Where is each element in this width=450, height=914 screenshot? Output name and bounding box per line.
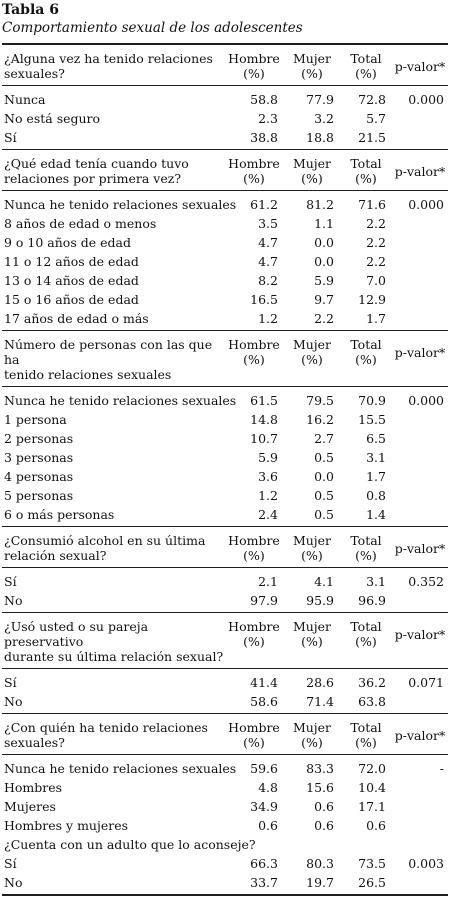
value-total: 1.7 bbox=[366, 469, 386, 484]
col-header-pvalor: p-valor* bbox=[394, 164, 446, 179]
row-label: Nunca he tenido relaciones sexuales bbox=[4, 761, 237, 776]
col-header-unit: (%) bbox=[301, 735, 323, 750]
row-label: 9 o 10 años de edad bbox=[4, 235, 131, 250]
question-line: sexuales? bbox=[4, 735, 65, 750]
table-row bbox=[2, 128, 448, 147]
value-total: 2.2 bbox=[366, 254, 386, 269]
col-header-hombre bbox=[224, 533, 284, 563]
col-header-unit: (%) bbox=[243, 352, 265, 367]
value-hombre: 33.7 bbox=[250, 875, 278, 890]
value-hombre: 66.3 bbox=[250, 856, 278, 871]
value-mujer: 5.9 bbox=[314, 273, 334, 288]
question-text bbox=[2, 51, 224, 81]
row-label: 6 o más personas bbox=[4, 507, 115, 522]
col-header-name: Mujer bbox=[292, 156, 332, 171]
value-mujer: 18.8 bbox=[306, 130, 334, 145]
value-pvalor: 0.000 bbox=[408, 92, 444, 107]
col-header-pvalor: p-valor* bbox=[394, 541, 446, 556]
col-header-hombre bbox=[224, 619, 284, 649]
value-total: 26.5 bbox=[358, 875, 386, 890]
table-row bbox=[2, 410, 448, 429]
value-mujer: 81.2 bbox=[306, 197, 334, 212]
section-rows bbox=[2, 568, 448, 612]
value-pvalor bbox=[392, 214, 448, 233]
value-total: 1.7 bbox=[366, 311, 386, 326]
value-total: 2.2 bbox=[366, 216, 386, 231]
col-header-mujer bbox=[284, 51, 340, 81]
question-line: ¿Qué edad tenía cuando tuvo bbox=[4, 156, 189, 171]
row-label: 13 o 14 años de edad bbox=[4, 273, 139, 288]
value-mujer: 4.1 bbox=[314, 574, 334, 589]
col-header-name: Mujer bbox=[292, 619, 332, 634]
row-label: No bbox=[4, 593, 23, 608]
value-total: 15.5 bbox=[358, 412, 386, 427]
col-header-total bbox=[340, 720, 392, 750]
value-total: 0.8 bbox=[366, 488, 386, 503]
value-mujer: 9.7 bbox=[314, 292, 334, 307]
value-mujer: 0.0 bbox=[314, 469, 334, 484]
value-pvalor bbox=[392, 591, 448, 610]
value-pvalor: 0.003 bbox=[408, 856, 444, 871]
col-header-pvalor: p-valor* bbox=[394, 627, 446, 642]
section-header bbox=[2, 150, 448, 191]
value-hombre: 3.6 bbox=[258, 469, 278, 484]
row-label: 4 personas bbox=[4, 469, 74, 484]
table-row bbox=[2, 233, 448, 252]
row-label: 2 personas bbox=[4, 431, 74, 446]
col-header-name: Mujer bbox=[292, 51, 332, 66]
value-total: 72.8 bbox=[358, 92, 386, 107]
value-hombre: 0.6 bbox=[258, 818, 278, 833]
row-label: No bbox=[4, 694, 23, 709]
col-header-unit: (%) bbox=[355, 352, 377, 367]
col-header-unit: (%) bbox=[243, 66, 265, 81]
section-header bbox=[2, 331, 448, 387]
col-header-unit: (%) bbox=[355, 548, 377, 563]
value-mujer: 1.1 bbox=[314, 216, 334, 231]
value-hombre: 2.4 bbox=[258, 507, 278, 522]
row-label: 11 o 12 años de edad bbox=[4, 254, 139, 269]
col-header-name: Hombre bbox=[228, 619, 280, 634]
question-text bbox=[2, 619, 224, 664]
table-row bbox=[2, 692, 448, 711]
value-mujer: 71.4 bbox=[306, 694, 334, 709]
value-hombre: 4.8 bbox=[258, 780, 278, 795]
value-total: 10.4 bbox=[358, 780, 386, 795]
value-total: 71.6 bbox=[358, 197, 386, 212]
col-header-total bbox=[340, 619, 392, 649]
col-header-total bbox=[340, 533, 392, 563]
table-row bbox=[2, 448, 448, 467]
value-mujer: 2.7 bbox=[314, 431, 334, 446]
table-row bbox=[2, 195, 448, 214]
value-mujer: 80.3 bbox=[306, 856, 334, 871]
value-hombre: 4.7 bbox=[258, 254, 278, 269]
row-label: Sí bbox=[4, 675, 17, 690]
value-total: 96.9 bbox=[358, 593, 386, 608]
table-row bbox=[2, 673, 448, 692]
row-label: 17 años de edad o más bbox=[4, 311, 149, 326]
value-hombre: 14.8 bbox=[250, 412, 278, 427]
question-line: ¿Alguna vez ha tenido relaciones bbox=[4, 51, 213, 66]
table-row bbox=[2, 778, 448, 797]
question-line: relación sexual? bbox=[4, 548, 107, 563]
row-label: Hombres y mujeres bbox=[4, 818, 129, 833]
col-header-mujer bbox=[284, 337, 340, 367]
value-hombre: 2.1 bbox=[258, 574, 278, 589]
table-subtitle: Comportamiento sexual de los adolescentes bbox=[2, 20, 303, 36]
row-label: 1 persona bbox=[4, 412, 67, 427]
value-hombre: 16.5 bbox=[250, 292, 278, 307]
col-header-name: Total bbox=[350, 51, 382, 66]
title-block bbox=[2, 0, 448, 37]
table-row bbox=[2, 505, 448, 524]
section-rows bbox=[2, 191, 448, 330]
row-label: Sí bbox=[4, 856, 17, 871]
value-pvalor bbox=[392, 692, 448, 711]
value-hombre: 8.2 bbox=[258, 273, 278, 288]
value-mujer: 3.2 bbox=[314, 111, 334, 126]
value-pvalor bbox=[392, 778, 448, 797]
col-header-total bbox=[340, 337, 392, 367]
table-row bbox=[2, 591, 448, 610]
question-line: relaciones por primera vez? bbox=[4, 171, 182, 186]
value-pvalor bbox=[392, 505, 448, 524]
value-pvalor: 0.000 bbox=[408, 393, 444, 408]
value-pvalor bbox=[392, 448, 448, 467]
table-sections bbox=[2, 45, 448, 894]
row-label: No está seguro bbox=[4, 111, 101, 126]
table-row bbox=[2, 429, 448, 448]
row-label: Sí bbox=[4, 130, 17, 145]
value-pvalor bbox=[392, 109, 448, 128]
table-section bbox=[2, 612, 448, 713]
question-text bbox=[2, 337, 224, 382]
table-row bbox=[2, 214, 448, 233]
table-row bbox=[2, 854, 448, 873]
value-pvalor bbox=[392, 467, 448, 486]
value-pvalor bbox=[392, 797, 448, 816]
col-header-unit: (%) bbox=[243, 735, 265, 750]
value-pvalor bbox=[392, 290, 448, 309]
row-label: 8 años de edad o menos bbox=[4, 216, 157, 231]
value-mujer: 28.6 bbox=[306, 675, 334, 690]
section-rows bbox=[2, 387, 448, 526]
value-total: 3.1 bbox=[366, 450, 386, 465]
row-label: Nunca he tenido relaciones sexuales bbox=[4, 393, 237, 408]
row-label: Nunca he tenido relaciones sexuales bbox=[4, 197, 237, 212]
table-section bbox=[2, 713, 448, 894]
col-header-unit: (%) bbox=[301, 548, 323, 563]
question-line: tenido relaciones sexuales bbox=[4, 367, 172, 382]
value-hombre: 10.7 bbox=[250, 431, 278, 446]
col-header-unit: (%) bbox=[301, 634, 323, 649]
question-text bbox=[2, 156, 224, 186]
section-rows bbox=[2, 86, 448, 149]
col-header-name: Total bbox=[350, 533, 382, 548]
value-hombre: 5.9 bbox=[258, 450, 278, 465]
col-header-total bbox=[340, 156, 392, 186]
value-hombre: 58.6 bbox=[250, 694, 278, 709]
question-line: Número de personas con las que ha bbox=[4, 337, 213, 367]
col-header-unit: (%) bbox=[355, 66, 377, 81]
value-mujer: 16.2 bbox=[306, 412, 334, 427]
value-total: 5.7 bbox=[366, 111, 386, 126]
value-pvalor bbox=[392, 252, 448, 271]
col-header-name: Hombre bbox=[228, 156, 280, 171]
col-header-name: Mujer bbox=[292, 337, 332, 352]
value-mujer: 19.7 bbox=[306, 875, 334, 890]
value-hombre: 34.9 bbox=[250, 799, 278, 814]
question-line: durante su última relación sexual? bbox=[4, 649, 224, 664]
table-row bbox=[2, 816, 448, 835]
value-hombre: 97.9 bbox=[250, 593, 278, 608]
value-total: 73.5 bbox=[358, 856, 386, 871]
col-header-unit: (%) bbox=[301, 352, 323, 367]
col-header-mujer bbox=[284, 720, 340, 750]
col-header-unit: (%) bbox=[243, 634, 265, 649]
col-header-mujer bbox=[284, 533, 340, 563]
value-mujer: 0.5 bbox=[314, 507, 334, 522]
table-row bbox=[2, 290, 448, 309]
value-mujer: 79.5 bbox=[306, 393, 334, 408]
value-pvalor bbox=[392, 128, 448, 147]
value-total: 1.4 bbox=[366, 507, 386, 522]
value-total: 3.1 bbox=[366, 574, 386, 589]
section-header bbox=[2, 45, 448, 86]
value-hombre: 58.8 bbox=[250, 92, 278, 107]
value-total: 70.9 bbox=[358, 393, 386, 408]
value-hombre: 41.4 bbox=[250, 675, 278, 690]
question-line: sexuales? bbox=[4, 66, 65, 81]
table-section bbox=[2, 45, 448, 149]
value-total: 21.5 bbox=[358, 130, 386, 145]
col-header-name: Mujer bbox=[292, 533, 332, 548]
col-header-name: Hombre bbox=[228, 51, 280, 66]
value-hombre: 4.7 bbox=[258, 235, 278, 250]
value-mujer: 0.0 bbox=[314, 235, 334, 250]
value-mujer: 77.9 bbox=[306, 92, 334, 107]
question-line: ¿Usó usted o su pareja preservativo bbox=[4, 619, 149, 649]
section-header bbox=[2, 527, 448, 568]
value-hombre: 1.2 bbox=[258, 311, 278, 326]
value-mujer: 2.2 bbox=[314, 311, 334, 326]
value-hombre: 59.6 bbox=[250, 761, 278, 776]
value-hombre: 61.2 bbox=[250, 197, 278, 212]
table-row bbox=[2, 486, 448, 505]
section-rows bbox=[2, 669, 448, 713]
col-header-unit: (%) bbox=[243, 548, 265, 563]
row-label: 15 o 16 años de edad bbox=[4, 292, 139, 307]
value-hombre: 38.8 bbox=[250, 130, 278, 145]
col-header-hombre bbox=[224, 51, 284, 81]
col-header-name: Total bbox=[350, 156, 382, 171]
value-total: 63.8 bbox=[358, 694, 386, 709]
row-label: Hombres bbox=[4, 780, 63, 795]
table-row bbox=[2, 391, 448, 410]
value-pvalor: 0.352 bbox=[408, 574, 444, 589]
col-header-unit: (%) bbox=[301, 66, 323, 81]
value-pvalor bbox=[392, 816, 448, 835]
value-total: 0.6 bbox=[366, 818, 386, 833]
row-label: No bbox=[4, 875, 23, 890]
table-title: Tabla 6 bbox=[2, 2, 59, 18]
table-section bbox=[2, 330, 448, 526]
table-row bbox=[2, 759, 448, 778]
question-text bbox=[2, 533, 224, 563]
col-header-name: Hombre bbox=[228, 533, 280, 548]
col-header-mujer bbox=[284, 156, 340, 186]
table-section bbox=[2, 526, 448, 612]
table-row bbox=[2, 873, 448, 892]
value-pvalor: 0.071 bbox=[408, 675, 444, 690]
row-label: 5 personas bbox=[4, 488, 74, 503]
value-pvalor bbox=[392, 429, 448, 448]
col-header-name: Total bbox=[350, 720, 382, 735]
table-row bbox=[2, 572, 448, 591]
bottom-rule bbox=[2, 894, 448, 896]
value-total: 2.2 bbox=[366, 235, 386, 250]
question-line: ¿Con quién ha tenido relaciones bbox=[4, 720, 208, 735]
col-header-name: Mujer bbox=[292, 720, 332, 735]
section-header bbox=[2, 714, 448, 755]
col-header-pvalor: p-valor* bbox=[394, 345, 446, 360]
question-line: ¿Consumió alcohol en su última bbox=[4, 533, 206, 548]
value-pvalor bbox=[392, 309, 448, 328]
value-pvalor: 0.000 bbox=[408, 197, 444, 212]
value-mujer: 15.6 bbox=[306, 780, 334, 795]
col-header-name: Total bbox=[350, 619, 382, 634]
value-mujer: 83.3 bbox=[306, 761, 334, 776]
value-hombre: 3.5 bbox=[258, 216, 278, 231]
col-header-name: Hombre bbox=[228, 720, 280, 735]
table-section bbox=[2, 149, 448, 330]
value-mujer: 0.5 bbox=[314, 488, 334, 503]
value-pvalor bbox=[392, 410, 448, 429]
col-header-name: Hombre bbox=[228, 337, 280, 352]
value-total: 12.9 bbox=[358, 292, 386, 307]
value-total: 36.2 bbox=[358, 675, 386, 690]
value-mujer: 0.0 bbox=[314, 254, 334, 269]
value-mujer: 0.5 bbox=[314, 450, 334, 465]
followup-question: ¿Cuenta con un adulto que lo aconseje? bbox=[4, 837, 256, 852]
value-pvalor bbox=[392, 873, 448, 892]
row-label: 3 personas bbox=[4, 450, 74, 465]
col-header-mujer bbox=[284, 619, 340, 649]
value-pvalor bbox=[392, 486, 448, 505]
table-row bbox=[2, 309, 448, 328]
col-header-hombre bbox=[224, 156, 284, 186]
table-row bbox=[2, 109, 448, 128]
value-mujer: 0.6 bbox=[314, 799, 334, 814]
table-row bbox=[2, 252, 448, 271]
table-row bbox=[2, 90, 448, 109]
col-header-unit: (%) bbox=[355, 171, 377, 186]
value-mujer: 95.9 bbox=[306, 593, 334, 608]
value-hombre: 61.5 bbox=[250, 393, 278, 408]
col-header-unit: (%) bbox=[355, 735, 377, 750]
value-pvalor bbox=[392, 233, 448, 252]
table-row bbox=[2, 271, 448, 290]
value-pvalor bbox=[392, 271, 448, 290]
col-header-unit: (%) bbox=[355, 634, 377, 649]
row-label: Sí bbox=[4, 574, 17, 589]
section-header bbox=[2, 613, 448, 669]
value-total: 7.0 bbox=[366, 273, 386, 288]
value-hombre: 1.2 bbox=[258, 488, 278, 503]
value-total: 72.0 bbox=[358, 761, 386, 776]
value-total: 17.1 bbox=[358, 799, 386, 814]
col-header-pvalor: p-valor* bbox=[394, 728, 446, 743]
table-row bbox=[2, 797, 448, 816]
col-header-hombre bbox=[224, 337, 284, 367]
value-total: 6.5 bbox=[366, 431, 386, 446]
data-table bbox=[2, 43, 448, 896]
value-pvalor: - bbox=[439, 761, 444, 776]
col-header-unit: (%) bbox=[301, 171, 323, 186]
section-rows bbox=[2, 755, 448, 894]
table-row bbox=[2, 467, 448, 486]
row-label: Nunca bbox=[4, 92, 46, 107]
col-header-hombre bbox=[224, 720, 284, 750]
value-hombre: 2.3 bbox=[258, 111, 278, 126]
col-header-pvalor: p-valor* bbox=[394, 59, 446, 74]
col-header-total bbox=[340, 51, 392, 81]
row-label: Mujeres bbox=[4, 799, 56, 814]
col-header-unit: (%) bbox=[243, 171, 265, 186]
col-header-name: Total bbox=[350, 337, 382, 352]
value-mujer: 0.6 bbox=[314, 818, 334, 833]
question-text bbox=[2, 720, 224, 750]
